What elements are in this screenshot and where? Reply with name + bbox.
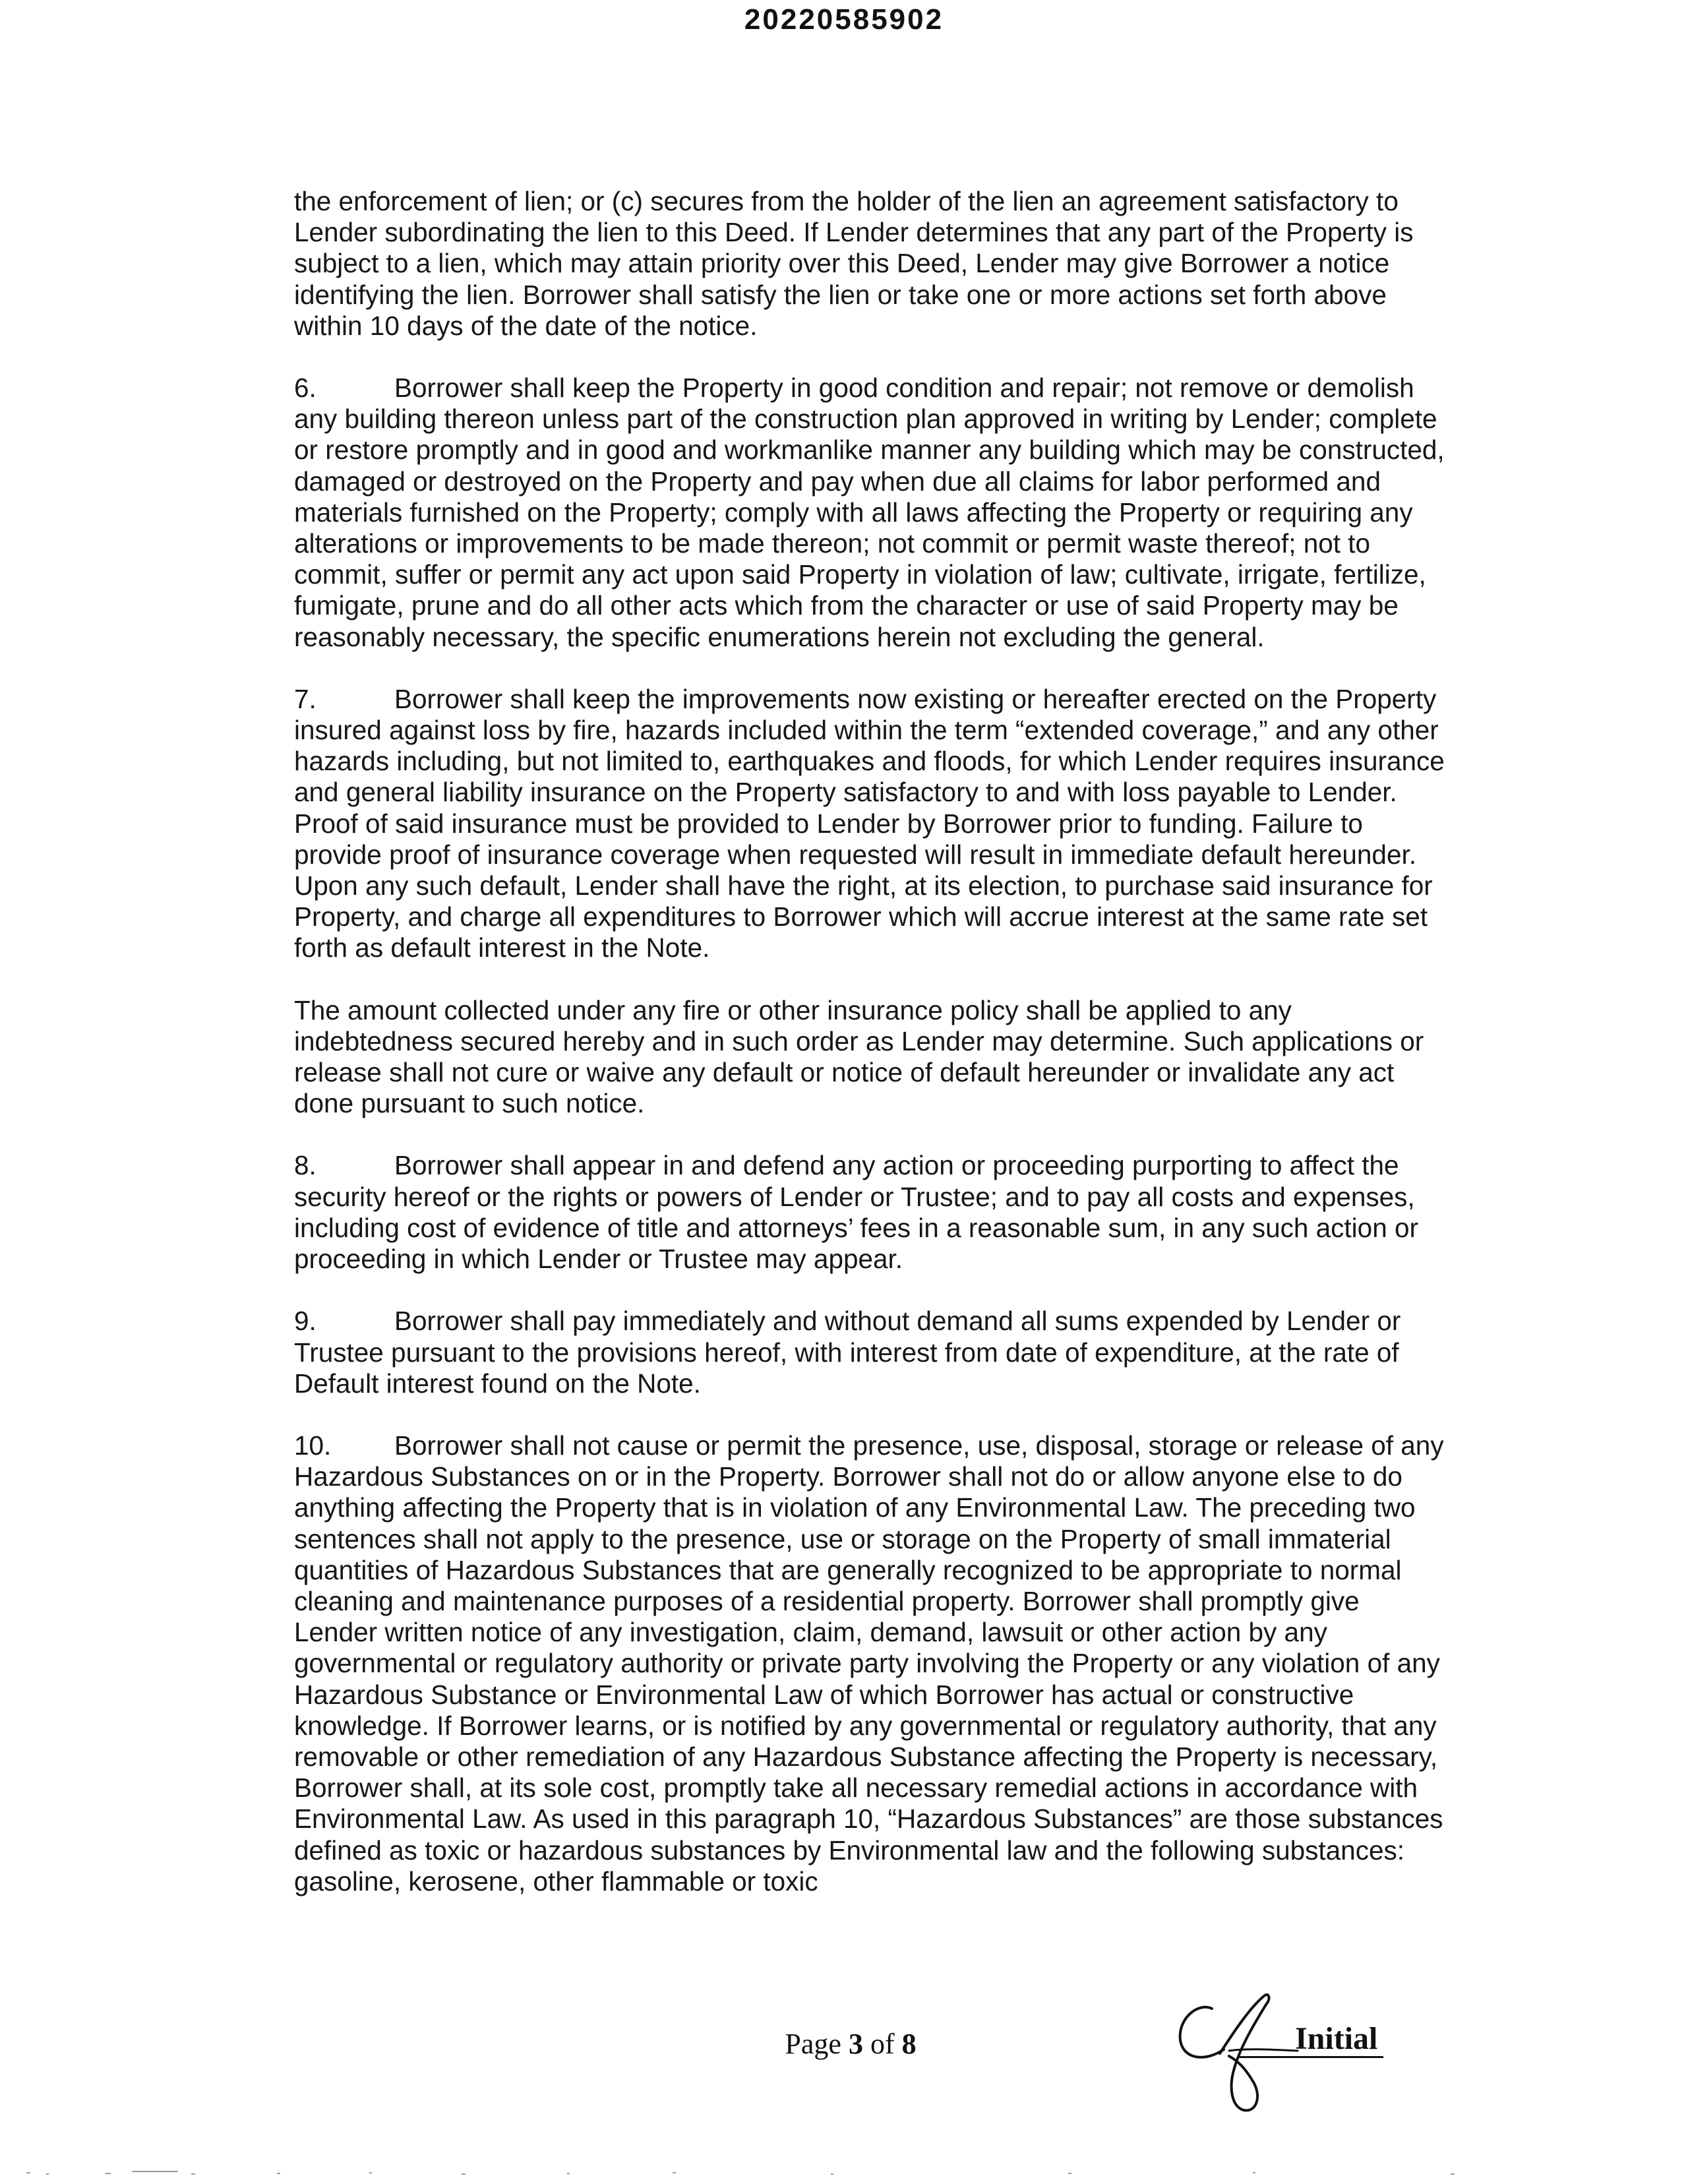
- initial-block: [1166, 1985, 1416, 2117]
- paragraph-10: [294, 1430, 1445, 1897]
- paragraph-number: 7.: [294, 683, 316, 714]
- paragraph-number: 6.: [294, 373, 316, 404]
- paragraph-text: Borrower shall not cause or permit the presence, use, disposal, storage or release of any Hazardous Substances on or in the Property. Borrower shall not do or allow anyone else to do anything affecting the Property that is in violation of any Environmental Law. The preceding two sentences shall not apply to the presence, use or storage on the Property of small immaterial quantities of Hazardous Substances that are generally recognized to be appropriate to normal cleaning and maintenance purposes of a residential property. Borrower shall promptly give Lender written notice of any investigation, claim, demand, lawsuit or other action by any governmental or regulatory authority or private party involving the Property or any violation of any Hazardous Substance or Environmental Law of which Borrower has actual or constructive knowledge. If Borrower learns, or is notified by any governmental or regulatory authority, that any removable or other remediation of any Hazardous Substance affecting the Property is necessary, Borrower shall, at its sole cost, promptly take all necessary remedial actions in accordance with Environmental Law. As used in this paragraph 10, “Hazardous Substances” are those substances defined as toxic or hazardous substances by Environmental law and the following substances: gasoline, kerosene, other flammable or toxic: [294, 1430, 1444, 1896]
- paragraph-number: 9.: [294, 1306, 316, 1337]
- paragraph-text: Borrower shall appear in and defend any action or proceeding purporting to affect the security hereof or the rights or powers of Lender or Trustee; and to pay all costs and expenses, including cost of evidence of title and attorneys’ fees in a reasonable sum, in any such action or proceeding in which Lender or Trustee may appear.: [294, 1150, 1418, 1275]
- paragraph-9: [294, 1306, 1445, 1399]
- paragraph-6: [294, 373, 1445, 653]
- page-prefix: Page: [785, 2028, 849, 2060]
- paragraph-7: [294, 684, 1445, 964]
- page-indicator: [659, 2024, 1042, 2064]
- page-total: 8: [901, 2028, 917, 2060]
- paragraph-continuation: [294, 186, 1445, 342]
- handwritten-initials-signature: [1166, 1985, 1311, 2117]
- initial-label: Initial: [1295, 2021, 1378, 2056]
- paragraph-number: 10.: [294, 1430, 332, 1461]
- scan-artifact-specks: [0, 2163, 1688, 2183]
- paragraph-7-insurance-proceeds: [294, 995, 1445, 1120]
- paragraph-8: [294, 1150, 1445, 1275]
- paragraph-text: Borrower shall keep the Property in good condition and repair; not remove or demolish any building thereon unless part of the construction plan approved in writing by Lender; complete or restore promptly and in good and workmanlike manner any building which may be constructed, damaged or destroyed on the Property and pay when due all claims for labor performed and materials furnished on the Property; comply with all laws affecting the Property or requiring any alterations or improvements to be made thereon; not commit or permit waste thereof; not to commit, suffer or permit any act upon said Property in violation of law; cultivate, irrigate, fertilize, fumigate, prune and do all other acts which from the character or use of said Property may be reasonably necessary, the specific enumerations herein not excluding the general.: [294, 373, 1445, 652]
- page-of: of: [862, 2028, 902, 2060]
- document-body: [294, 186, 1445, 1897]
- paragraph-number: 8.: [294, 1150, 316, 1181]
- page-current: 3: [848, 2028, 863, 2060]
- document-number: 20220585902: [744, 3, 944, 36]
- paragraph-text: Borrower shall keep the improvements now existing or hereafter erected on the Property insured against loss by fire, hazards included within the term “extended coverage,” and any other hazards including, but not limited to, earthquakes and floods, for which Lender requires insurance and general liability insurance on the Property satisfactory to and with loss payable to Lender. Proof of said insurance must be provided to Lender by Borrower prior to funding. Failure to provide proof of insurance coverage when requested will result in immediate default hereunder. Upon any such default, Lender shall have the right, at its election, to purchase said insurance for Property, and charge all expenditures to Borrower which will accrue interest at the same rate set forth as default interest in the Note.: [294, 683, 1445, 963]
- paragraph-text: Borrower shall pay immediately and without demand all sums expended by Lender or Trustee pursuant to the provisions hereof, with interest from date of expenditure, at the rate of Default interest found on the Note.: [294, 1306, 1401, 1399]
- paragraph-text: the enforcement of lien; or (c) secures from the holder of the lien an agreement satisfactory to Lender subordinating the lien to this Deed. If Lender determines that any part of the Property is subject to a lien, which may attain priority over this Deed, Lender may give Borrower a notice identifying the lien. Borrower shall satisfy the lien or take one or more actions set forth above within 10 days of the date of the notice.: [294, 186, 1414, 341]
- paragraph-text: The amount collected under any fire or other insurance policy shall be applied to any indebtedness secured hereby and in such order as Lender may determine. Such applications or release shall not cure or waive any default or notice of default hereunder or invalidate any act done pursuant to such notice.: [294, 994, 1424, 1119]
